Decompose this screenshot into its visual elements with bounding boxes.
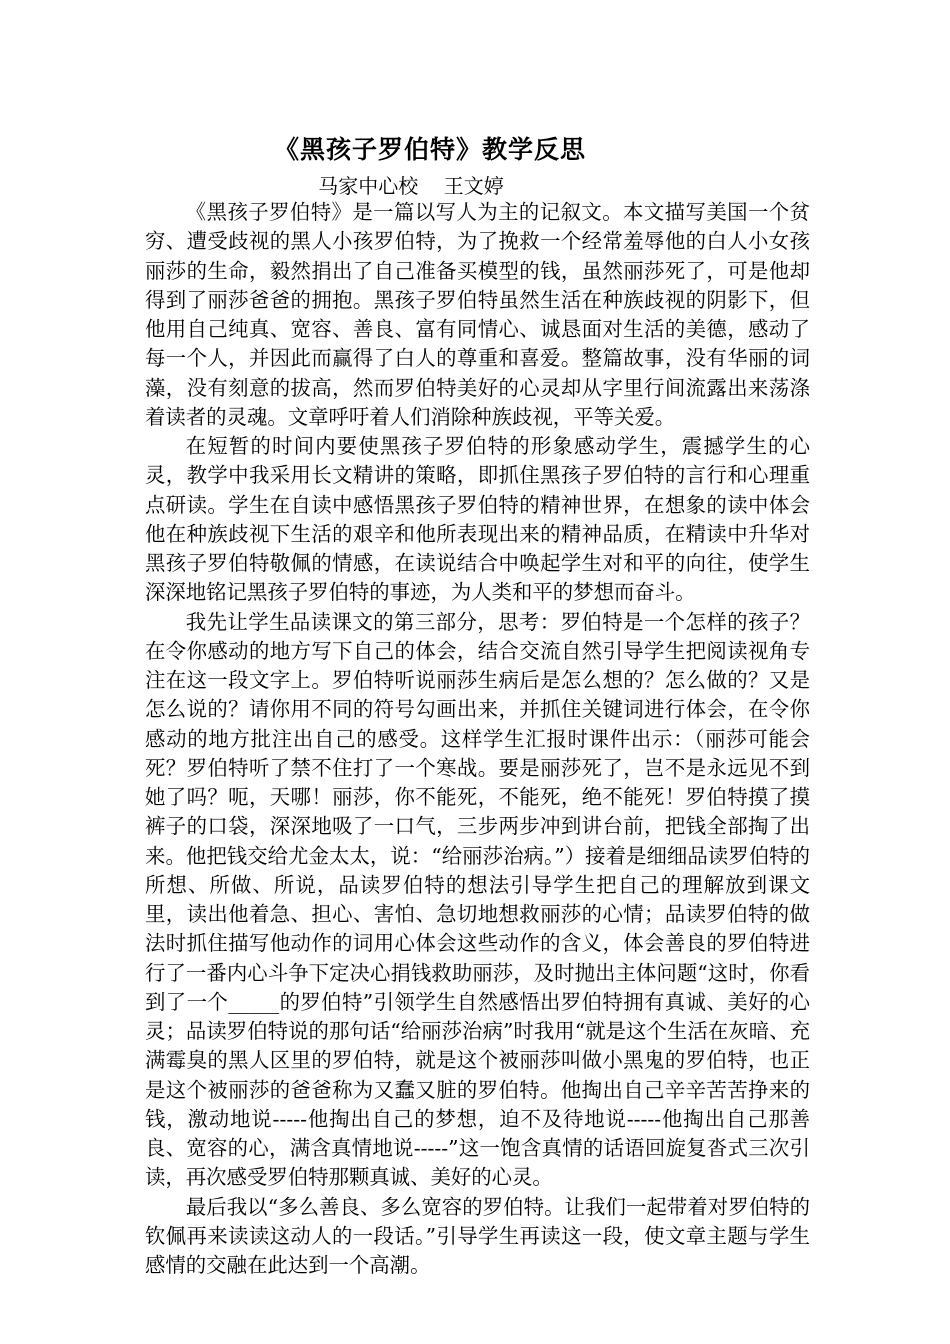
paragraph-1: 《黑孩子罗伯特》是一篇以写人为主的记叙文。本文描写美国一个贫穷、遭受歧视的黑人小孩罗伯特，为了挽救一个经常羞辱他的白人小女孩丽莎的生命，毅然捐出了自己准备买模型的钱，虽然丽莎死了，可是他却得到了丽莎爸爸的拥抱。黑孩子罗伯特虽然生活在种族歧视的阴影下，但他用自己纯真、宽容、善良、富有同情心、诚恳面对生活的美德，感动了每一个人，并因此而赢得了白人的尊重和喜爱。整篇故事，没有华丽的词藻，没有刻意的拔高，然而罗伯特美好的心灵却从字里行间流露出来荡涤着读者的灵魂。文章呼吁着人们消除种族歧视，平等关爱。 <box>145 200 810 429</box>
paragraph-2: 在短暂的时间内要使黑孩子罗伯特的形象感动学生，震撼学生的心灵，教学中我采用长文精讲的策略，即抓住黑孩子罗伯特的言行和心理重点研读。学生在自读中感悟黑孩子罗伯特的精神世界，在想象的读中体会他在种族歧视下生活的艰辛和他所表现出来的精神品质，在精读中升华对黑孩子罗伯特敬佩的情感，在读说结合中唤起学生对和平的向往，使学生深深地铭记黑孩子罗伯特的事迹，为人类和平的梦想而奋斗。 <box>145 434 810 605</box>
paragraph-3: 我先让学生品读课文的第三部分，思考：罗伯特是一个怎样的孩子？在令你感动的地方写下自己的体会，结合交流自然引导学生把阅读视角专注在这一段文字上。罗伯特听说丽莎生病后是怎么想的？怎么做的？又是怎么说的？请你用不同的符号勾画出来，并抓住关键词进行体会，在令你感动的地方批注出自己的感受。这样学生汇报时课件出示：（丽莎可能会死？罗伯特听了禁不住打了一个寒战。要是丽莎死了，岂不是永远见不到她了吗？呃，天哪！丽莎，你不能死，不能死，绝不能死！罗伯特摸了摸裤子的口袋，深深地吸了一口气，三步两步冲到讲台前，把钱全部掏了出来。他把钱交给尤金太太，说：“给丽莎治病。”）接着是细细品读罗伯特的所想、所做、所说，品读罗伯特的想法引导学生把自己的理解放到课文里，读出他着急、担心、害怕、急切地想救丽莎的心情；品读罗伯特的做法时抓住描写他动作的词用心体会这些动作的含义，体会善良的罗伯特进行了一番内心斗争下定决心捐钱救助丽莎，及时抛出主体问题“这时，你看到了一个_____的罗伯特”引领学生自然感悟出罗伯特拥有真诚、美好的心灵；品读罗伯特说的那句话“给丽莎治病”时我用“就是这个生活在灰暗、充满霉臭的黑人区里的罗伯特，就是这个被丽莎叫做小黑鬼的罗伯特，也正是这个被丽莎的爸爸称为又蠢又脏的罗伯特。他掏出自己辛辛苦苦挣来的钱，激动地说-----他掏出自己的梦想，迫不及待地说-----他掏出自己那善良、宽容的心，满含真情地说-----”这一饱含真情的话语回旋复沓式三次引读，再次感受罗伯特那颗真诚、美好的心灵。 <box>145 609 810 1190</box>
author-line: 马家中心校 王文婷 <box>318 174 504 198</box>
paragraph-4: 最后我以“多么善良、多么宽容的罗伯特。让我们一起带着对罗伯特的钦佩再来读读这动人的一段话。”引导学生再读这一段，使文章主题与学生感情的交融在此达到一个高潮。 <box>145 1194 810 1277</box>
document-title: 《黑孩子罗伯特》教学反思 <box>273 135 586 164</box>
document-body <box>145 198 810 1280</box>
